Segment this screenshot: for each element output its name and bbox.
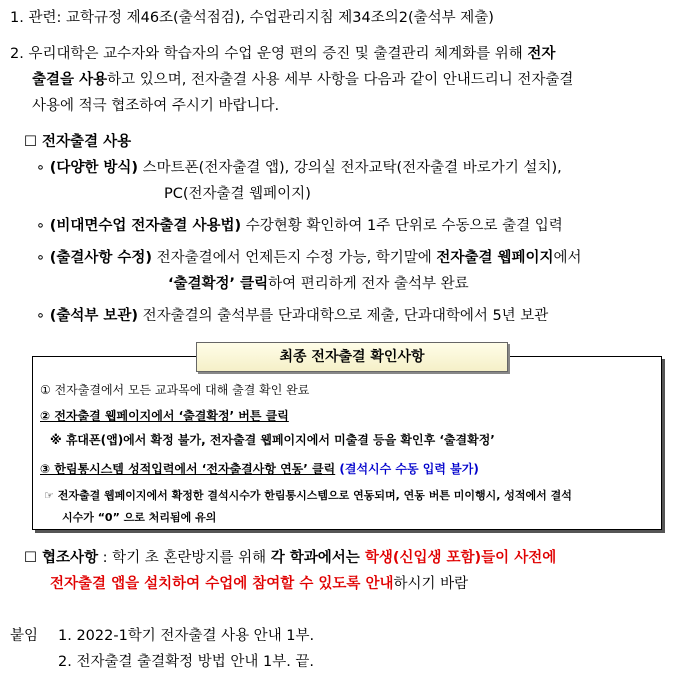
item-1-text: 스마트폰(전자출결 앱), 강의실 전자교탁(전자출결 바로가기 설치), (138, 160, 562, 176)
item-3-cont-text: 하여 편리하게 전자 출석부 완료 (268, 276, 469, 292)
coop-line-1 (24, 546, 556, 567)
coop-text-c: 각 학과에서는 (270, 550, 365, 566)
item-3-head: (출결사항 수정) (49, 250, 153, 266)
item-2-head: (비대면수업 전자출결 사용법) (49, 218, 242, 234)
checklist-title: 최종 전자출결 확인사항 (196, 342, 508, 372)
checklist-line-4-main: ③ 한림통시스템 성적입력에서 ‘전자출결사항 연동’ 클릭 (40, 462, 336, 476)
checklist-line-4-note: (결석시수 수동 입력 불가) (335, 462, 479, 476)
checklist-line-3: ※ 휴대폰(앱)에서 확정 불가, 전자출결 웹페이지에서 미출결 등을 확인후 ‘출결확정’ (50, 433, 495, 447)
p2-bold-c: 출결을 사용 (32, 72, 108, 88)
coop-text-b: : 학기 초 혼란방지를 위해 (98, 550, 271, 566)
attachment-label: 붙임 (10, 628, 39, 644)
checklist-line-1: ① 전자출결에서 모든 교과목에 대해 출결 확인 완료 (40, 383, 310, 397)
p2-bold-b: 전자 (527, 46, 556, 62)
item-2-text: 수강현황 확인하여 1주 단위로 수동으로 출결 입력 (241, 218, 563, 234)
bullet-icon: ∘ (36, 308, 46, 324)
item-3-cont-bold: ‘출결확정’ 클릭 (168, 276, 269, 292)
item-1-cont: PC(전자출결 웹페이지) (164, 186, 311, 202)
checklist-line-2: ② 전자출결 웹페이지에서 ‘출결확정’ 버튼 클릭 (40, 409, 289, 423)
item-1 (36, 156, 562, 177)
item-3-cont (168, 272, 469, 293)
attachment-1: 1. 2022-1학기 전자출결 사용 안내 1부. (58, 628, 315, 644)
checklist-line-6: 시수가 “0” 으로 처리됨에 유의 (62, 511, 217, 524)
coop-line-2 (50, 572, 468, 593)
p2-text-a: 2. 우리대학은 교수자와 학습자의 수업 운영 편의 증진 및 출결관리 체계화를 위해 (10, 46, 528, 62)
bullet-icon: ∘ (36, 218, 46, 234)
item-2 (36, 214, 563, 235)
item-3-bold: 전자출결 웹페이지 (436, 250, 554, 266)
checklist-line-5: ☞ 전자출결 웹페이지에서 확정한 결석시수가 한림통시스템으로 연동되며, 연동 버튼 미이행시, 성적에서 결석 (44, 489, 572, 502)
bullet-icon: ∘ (36, 250, 46, 266)
coop-title: ☐ 협조사항 (24, 550, 99, 566)
item-4-head: (출석부 보관) (49, 308, 139, 324)
attachment-2: 2. 전자출결 출결확정 방법 안내 1부. 끝. (58, 654, 315, 670)
item-4 (36, 304, 548, 325)
paragraph-2-line-2 (32, 68, 573, 89)
checklist-line-4 (40, 460, 479, 477)
item-1-head: (다양한 방식) (49, 160, 139, 176)
p2-text-d: 하고 있으며, 전자출결 사용 세부 사항을 다음과 같이 안내드리니 전자출결 (107, 72, 574, 88)
paragraph-2-line-3: 사용에 적극 협조하여 주시기 바랍니다. (32, 98, 280, 114)
section-title: ☐ 전자출결 사용 (24, 134, 132, 150)
coop-text-d: 학생(신입생 포함)들이 사전에 (364, 550, 557, 566)
bullet-icon: ∘ (36, 160, 46, 176)
paragraph-1: 1. 관련: 교학규정 제46조(출석점검), 수업관리지침 제34조의2(출석부 제출) (10, 10, 494, 26)
item-3-text: 전자출결에서 언제든지 수정 가능, 학기말에 (152, 250, 437, 266)
item-3-text-2: 에서 (553, 250, 582, 266)
coop-text-e: 전자출결 앱을 설치하여 수업에 참여할 수 있도록 안내 (50, 576, 394, 592)
item-4-text: 전자출결의 출석부를 단과대학으로 제출, 단과대학에서 5년 보관 (138, 308, 549, 324)
paragraph-2-line-1 (10, 42, 555, 63)
item-3 (36, 246, 582, 267)
coop-text-f: 하시기 바람 (393, 576, 469, 592)
